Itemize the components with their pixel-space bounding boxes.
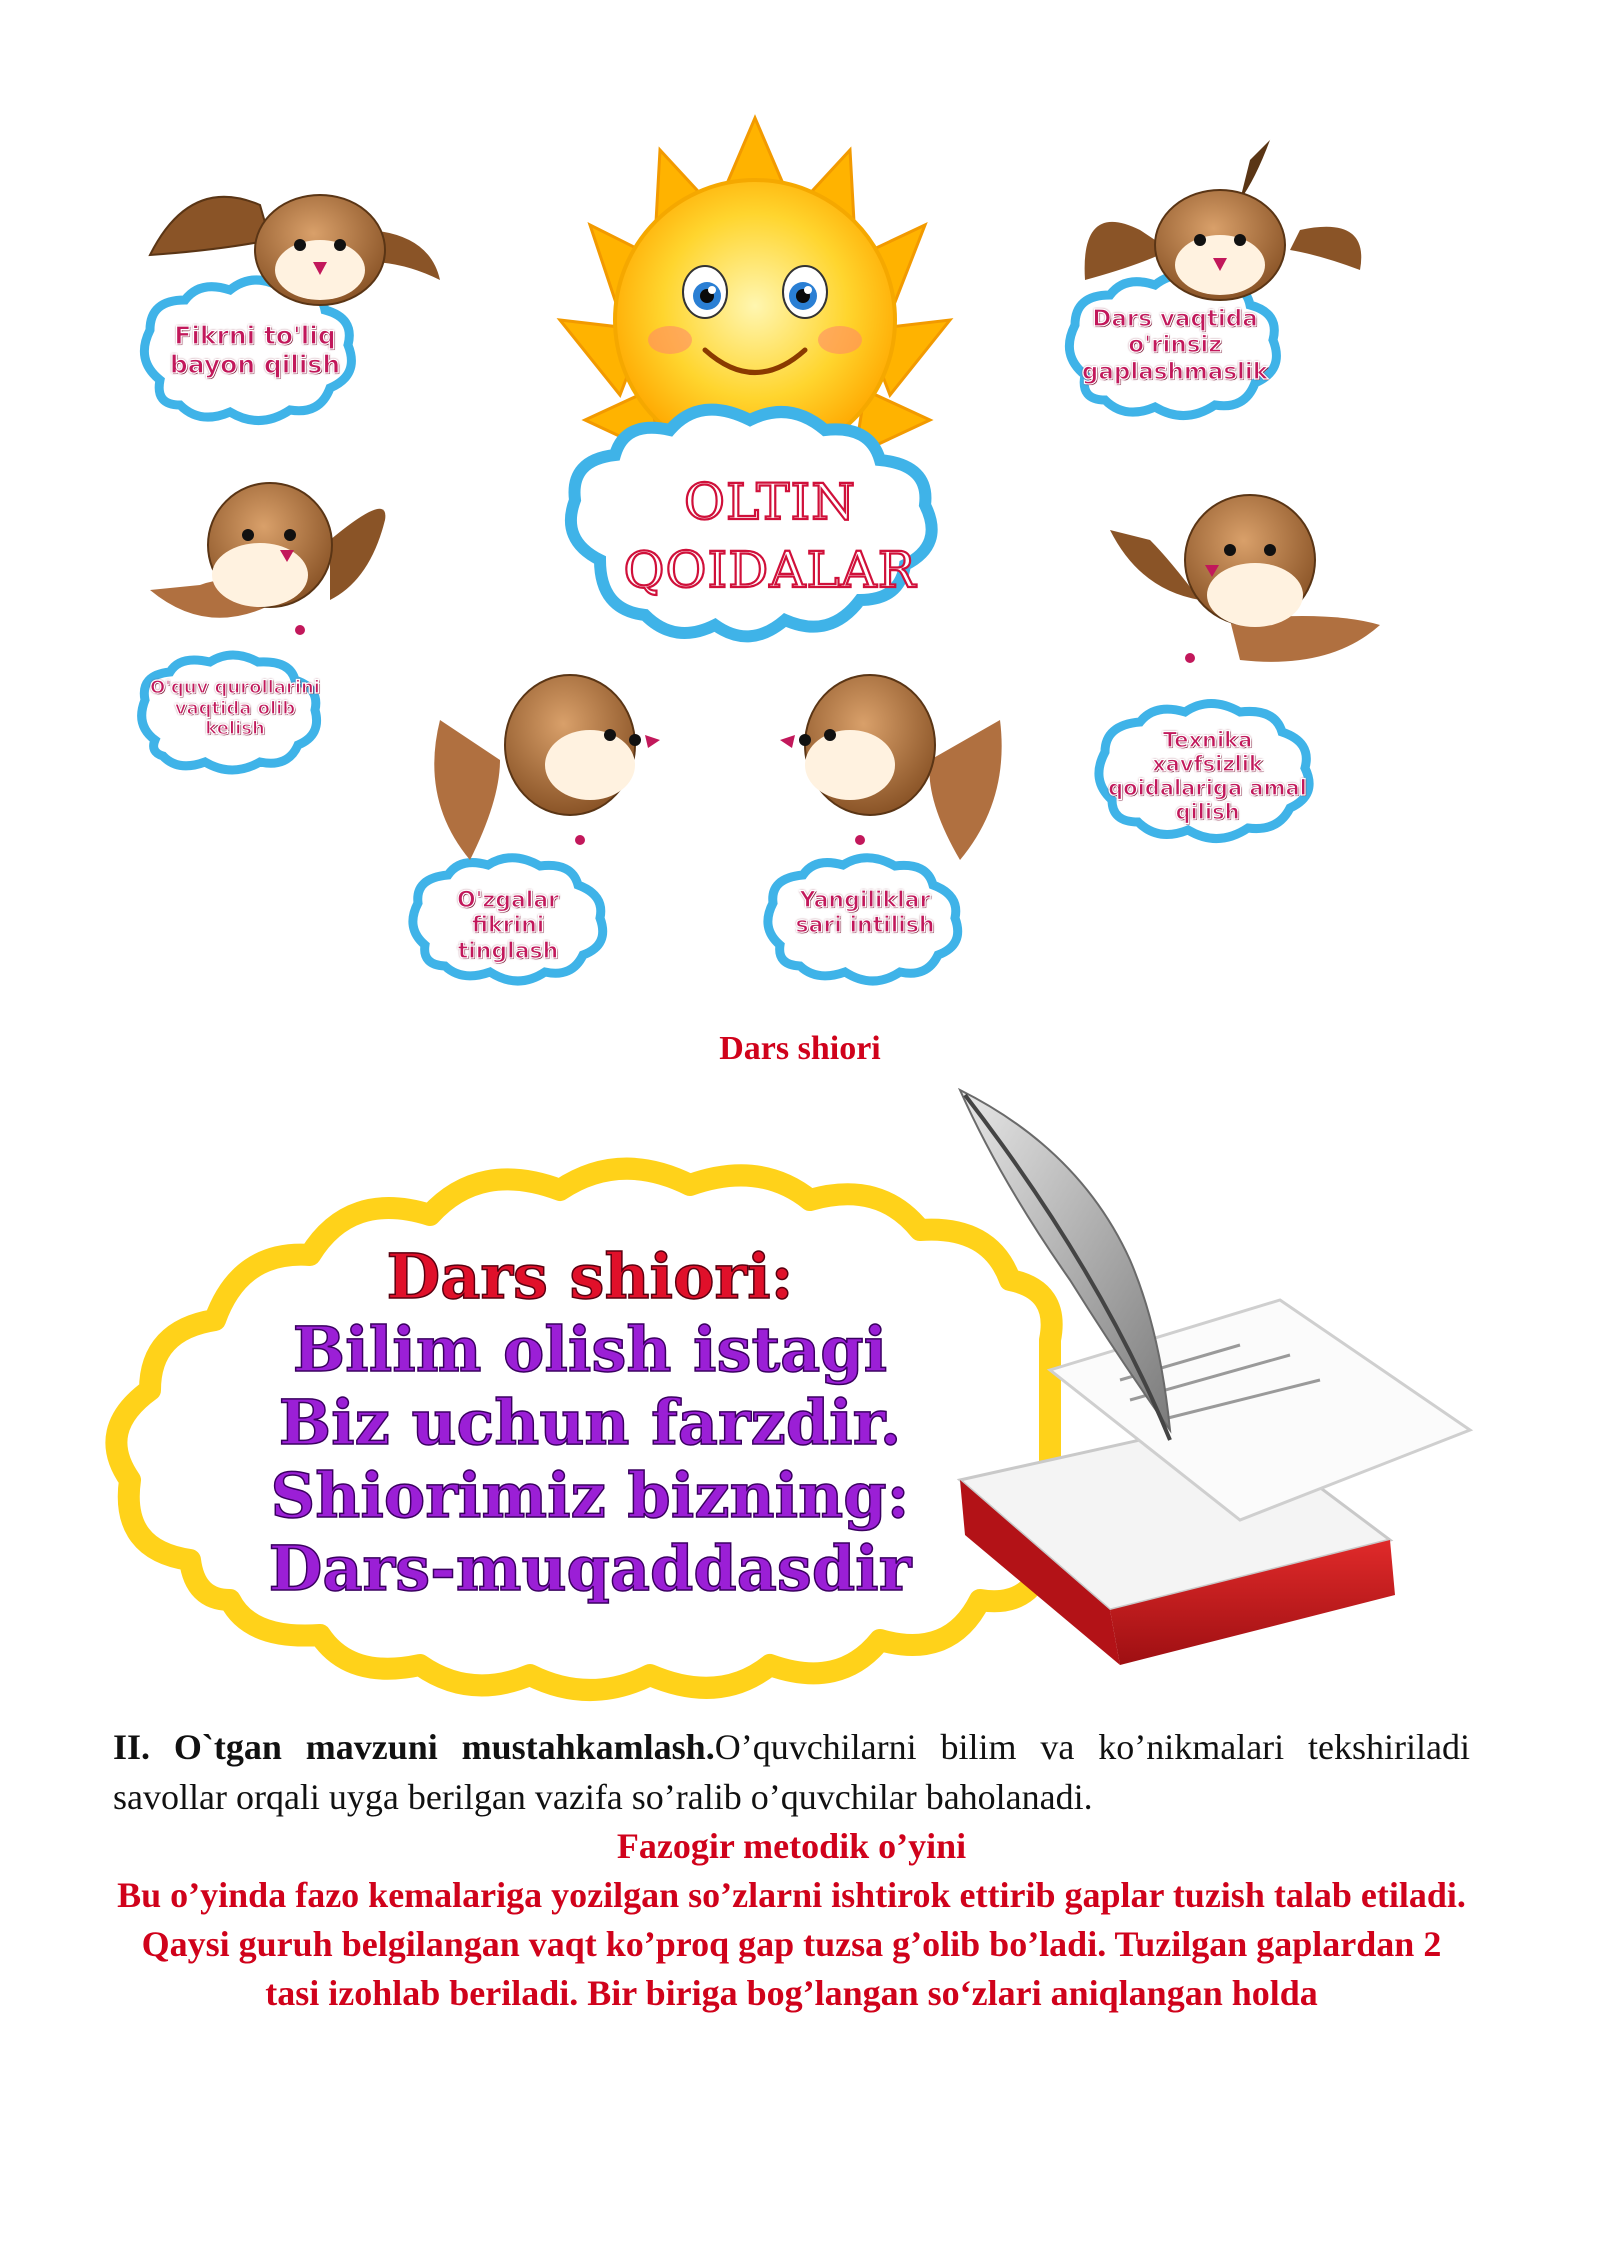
- rule-2-text: [1080, 306, 1270, 385]
- rule-3-line-2: vaqtida olib: [174, 697, 296, 719]
- motto-line-2: Biz uchun farzdir.: [278, 1386, 902, 1459]
- section-heading: II. O`tgan mavzuni mustahkamlash.: [113, 1727, 715, 1767]
- rule-6-line-2: sari intilish: [795, 913, 935, 939]
- motto-text: [230, 1240, 950, 1605]
- game-block: [113, 1822, 1470, 2018]
- rule-4-line-3: qilish: [1175, 800, 1240, 825]
- bird-6: [780, 675, 1002, 860]
- bird-5: [434, 675, 660, 860]
- sun-illustration: [560, 118, 950, 460]
- rule-2-line-3: gaplashmaslik: [1081, 358, 1269, 385]
- section-paragraph: [113, 1722, 1470, 1822]
- rule-3-line-1: O'quv qurollarini: [150, 677, 320, 698]
- bird-3: [150, 483, 385, 635]
- rule-2-line-1: Dars vaqtida: [1092, 306, 1258, 332]
- rule-3-text: [150, 678, 320, 740]
- game-title: Fazogir metodik o’yini: [616, 1826, 967, 1866]
- motto-line-1: Bilim olish istagi: [292, 1313, 888, 1386]
- rule-4-line-1: Texnika xavfsizlik: [1152, 728, 1263, 777]
- motto-line-3: Shiorimiz bizning:: [270, 1459, 910, 1532]
- motto-title: Dars shiori:: [386, 1240, 794, 1313]
- rule-3-line-3: kelish: [205, 718, 265, 740]
- poster-title-line-2: QOIDALAR: [623, 541, 917, 599]
- motto-line-4: Dars-muqaddasdir: [268, 1532, 912, 1605]
- section-text: O’quvchilarni bilim va ko’nikmalari tekshiriladi savollar orqali uyga berilgan vazifa so’ralib o’quvchilar baholanadi.: [113, 1727, 1470, 1817]
- rule-1-line-2: bayon qilish: [169, 349, 341, 379]
- bird-2: [1085, 138, 1362, 301]
- poster-title-line-1: OLTIN: [684, 473, 856, 531]
- game-description: Bu o’yinda fazo kemalariga yozilgan so’zlarni ishtirok ettirib gaplar tuzish talab etiladi. Qaysi guruh belgilangan vaqt ko’proq gap tuzsa g’olib bo’ladi. Tuzilgan gaplardan 2 tasi izohlab beriladi. Bir biriga bog’langan so‘zlari aniqlangan holda: [117, 1875, 1466, 2013]
- rule-5-line-1: O'zgalar: [456, 888, 560, 913]
- rule-4-line-2: qoidalariga amal: [1108, 776, 1307, 801]
- rule-5-line-2: fikrini tinglash: [457, 913, 559, 964]
- rule-6-text: [775, 888, 955, 939]
- rule-4-text: [1105, 728, 1310, 825]
- rule-5-text: [418, 888, 598, 964]
- rule-1-text: [165, 322, 345, 380]
- rule-6-line-1: Yangiliklar: [799, 888, 931, 913]
- figure-caption: Dars shiori: [719, 1030, 881, 1067]
- poster-title: [560, 468, 980, 604]
- bird-4: [1110, 495, 1380, 663]
- rule-1-line-1: Fikrni to'liq: [174, 321, 336, 350]
- rule-2-line-2: o'rinsiz: [1128, 332, 1222, 359]
